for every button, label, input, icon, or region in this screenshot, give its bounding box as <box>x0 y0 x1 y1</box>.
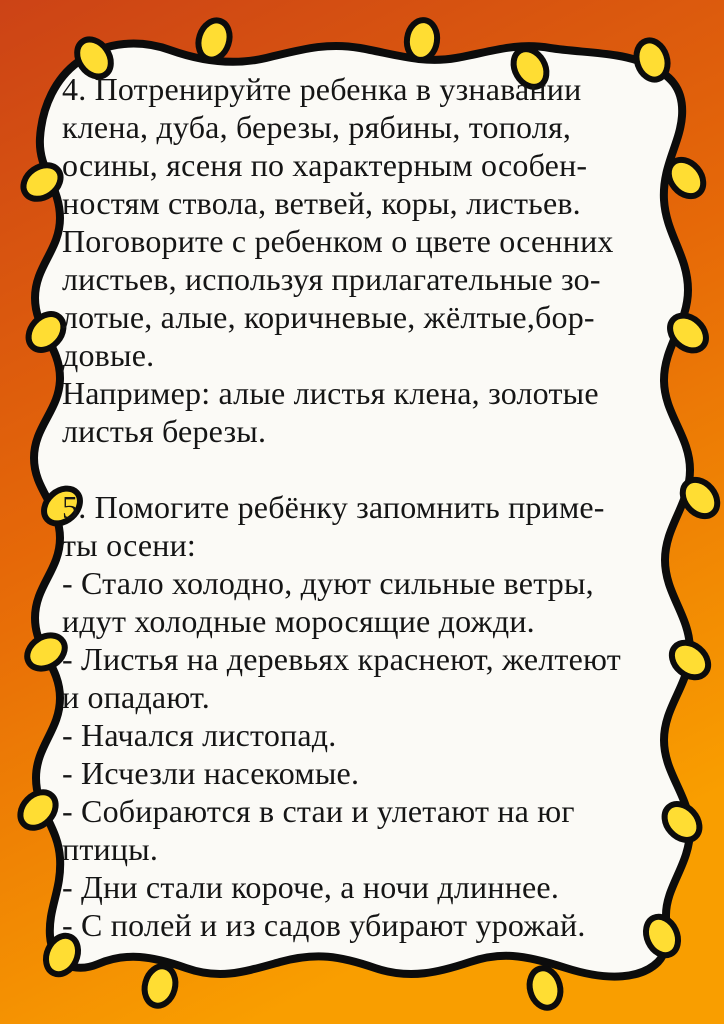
text-line: листьев, используя прилагательные зо- <box>62 261 601 297</box>
text-line: - С полей и из садов убирают урожай. <box>62 907 586 943</box>
text-line: Например: алые листья клена, золотые <box>62 375 599 411</box>
text-line: и опадают. <box>62 679 210 715</box>
text-line: идут холодные моросящие дожди. <box>62 603 535 639</box>
text-line: - Дни стали короче, а ночи длиннее. <box>62 869 560 905</box>
text-line: - Листья на деревьях краснеют, желтеют <box>62 641 621 677</box>
text-line: Поговорите с ребенком о цвете осенних <box>62 223 614 259</box>
text-line: - Стало холодно, дуют сильные ветры, <box>62 565 594 601</box>
text-line: птицы. <box>62 831 159 867</box>
leaf-doodle-icon <box>404 18 439 62</box>
worksheet-text <box>62 70 680 944</box>
text-line: 4. Потренируйте ребенка в узнавании <box>62 71 582 107</box>
text-line: - Начался листопад. <box>62 717 337 753</box>
section-5 <box>62 488 680 944</box>
text-line: ностям ствола, ветвей, коры, листьев. <box>62 185 581 221</box>
text-line: осины, ясеня по характерным особен- <box>62 147 588 183</box>
text-line: довые. <box>62 337 155 373</box>
text-line: ты осени: <box>62 527 197 563</box>
text-line: клена, дуба, березы, рябины, тополя, <box>62 109 572 145</box>
text-line: - Исчезли насекомые. <box>62 755 360 791</box>
section-4 <box>62 70 680 450</box>
text-line: - Собираются в стаи и улетают на юг <box>62 793 575 829</box>
text-line: 5. Помогите ребёнку запомнить приме- <box>62 489 605 525</box>
text-line: листья березы. <box>62 413 267 449</box>
text-line: лотые, алые, коричневые, жёлтые,бор- <box>62 299 595 335</box>
